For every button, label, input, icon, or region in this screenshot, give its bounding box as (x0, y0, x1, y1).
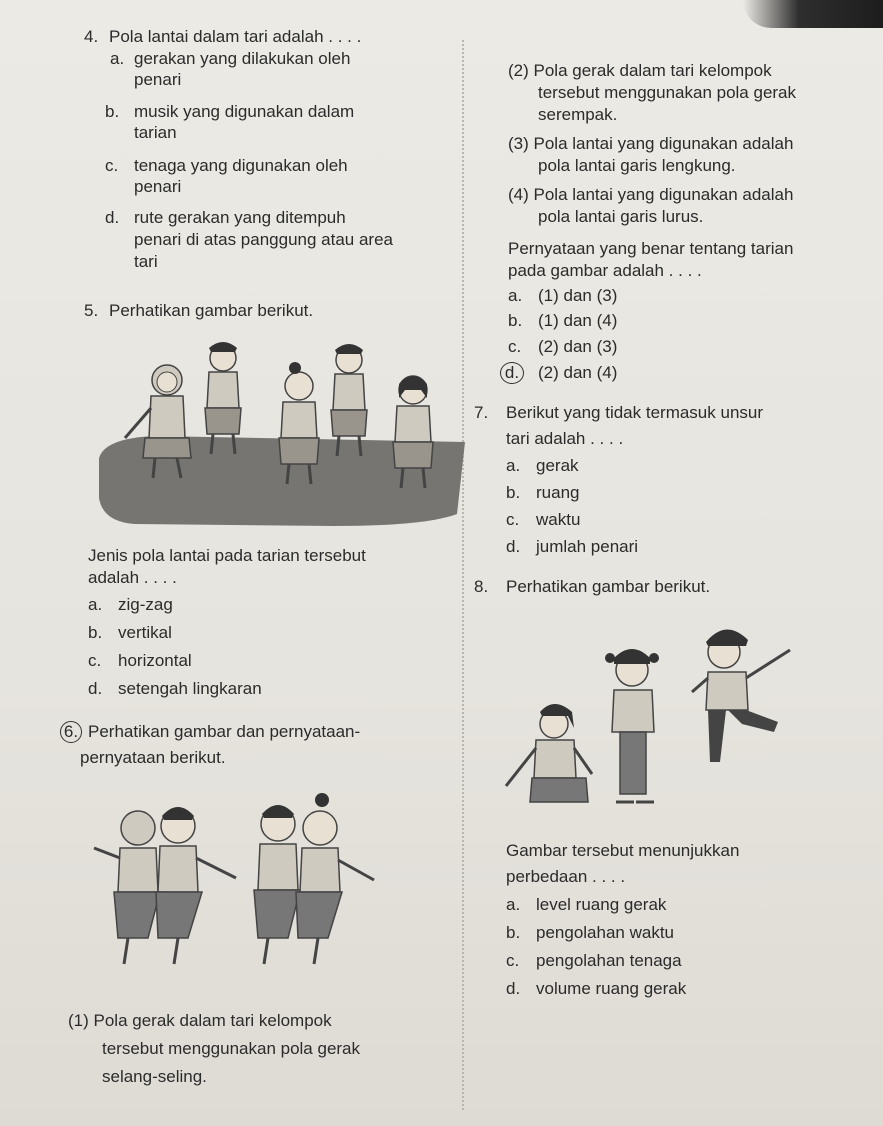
child-high-level (692, 629, 790, 762)
q7-option-c-letter[interactable]: c. (506, 510, 520, 529)
q5-option-a-letter[interactable]: a. (88, 595, 103, 614)
dancer-4 (331, 344, 367, 456)
q7-option-a-letter[interactable]: a. (506, 456, 521, 475)
q8-instruction: Perhatikan gambar berikut. (506, 577, 711, 596)
q4-option-d-text-3[interactable]: tari (134, 252, 158, 271)
q4-option-c-text[interactable]: tenaga yang digunakan oleh (134, 156, 348, 175)
q4-option-b-text[interactable]: musik yang digunakan dalam (134, 102, 355, 121)
q6-question-line1: Pernyataan yang benar tentang tarian (508, 239, 794, 258)
q7-option-d-letter[interactable]: d. (506, 537, 521, 556)
q5-option-a-text[interactable]: zig-zag (118, 595, 173, 614)
q8-option-c-text[interactable]: pengolahan tenaga (536, 951, 682, 970)
q6-statement-2-line2: tersebut menggunakan pola gerak (538, 83, 797, 102)
q8-option-c-letter[interactable]: c. (506, 951, 520, 970)
column-divider (462, 40, 464, 1110)
q7-option-b-letter[interactable]: b. (506, 483, 521, 502)
q5-option-b-letter[interactable]: b. (88, 623, 103, 642)
q4-option-a-letter[interactable]: a. (110, 49, 125, 68)
q4-option-d-text[interactable]: rute gerakan yang ditempuh (134, 208, 346, 227)
q8-question-line2: perbedaan . . . . (506, 867, 626, 886)
q4-option-d-letter[interactable]: d. (105, 208, 120, 227)
q7-option-b-text[interactable]: ruang (536, 483, 580, 502)
q7-question-line2: tari adalah . . . . (506, 429, 624, 448)
q5-dancers-illustration (95, 338, 465, 530)
q6-statement-4-line2: pola lantai garis lurus. (538, 207, 704, 226)
q6-statement-2-line1: (2) Pola gerak dalam tari kelompok (508, 61, 772, 80)
q8-option-b-letter[interactable]: b. (506, 923, 521, 942)
child-low-level (506, 704, 592, 802)
q4-option-d-text-2[interactable]: penari di atas panggung atau area (134, 230, 393, 249)
q5-question-line2: adalah . . . . (88, 568, 177, 587)
child-middle-level (605, 649, 659, 802)
q4-option-b-letter[interactable]: b. (105, 102, 120, 121)
q6-statement-1-line3: selang-seling. (102, 1067, 207, 1086)
q4-question: Pola lantai dalam tari adalah . . . . (109, 27, 362, 46)
q6-option-d-letter[interactable]: d. (504, 362, 524, 384)
dancer-pair-2 (254, 793, 374, 964)
q8-option-a-text[interactable]: level ruang gerak (536, 895, 667, 914)
q4-number: 4. (84, 27, 99, 46)
q4-option-a-text[interactable]: gerakan yang dilakukan oleh (134, 49, 351, 68)
q4-option-c-letter[interactable]: c. (105, 156, 119, 175)
q5-option-c-text[interactable]: horizontal (118, 651, 192, 670)
q8-levels-illustration (496, 612, 816, 812)
q5-option-d-letter[interactable]: d. (88, 679, 103, 698)
q6-statement-3-line2: pola lantai garis lengkung. (538, 156, 736, 175)
q6-question-line2: pada gambar adalah . . . . (508, 261, 702, 280)
q5-number: 5. (84, 301, 99, 320)
q7-option-d-text[interactable]: jumlah penari (536, 537, 639, 556)
q6-dancers-illustration (88, 788, 378, 980)
q7-number: 7. (474, 403, 489, 422)
q6-instruction-line2: pernyataan berikut. (80, 748, 226, 767)
q5-option-b-text[interactable]: vertikal (118, 623, 172, 642)
q7-option-c-text[interactable]: waktu (536, 510, 581, 529)
q5-question-line1: Jenis pola lantai pada tarian tersebut (88, 546, 366, 565)
page-corner-shadow (743, 0, 883, 28)
q4-option-a-text-2[interactable]: penari (134, 70, 182, 89)
q6-option-a-text[interactable]: (1) dan (3) (538, 286, 618, 305)
q6-option-c-letter[interactable]: c. (508, 337, 522, 356)
q8-question-line1: Gambar tersebut menunjukkan (506, 841, 740, 860)
q5-option-d-text[interactable]: setengah lingkaran (118, 679, 262, 698)
q6-statement-4-line1: (4) Pola lantai yang digunakan adalah (508, 185, 794, 204)
q8-option-b-text[interactable]: pengolahan waktu (536, 923, 675, 942)
q6-instruction-line1: Perhatikan gambar dan pernyataan- (88, 722, 361, 741)
q6-option-b-letter[interactable]: b. (508, 311, 523, 330)
q6-statement-1-line1: (1) Pola gerak dalam tari kelompok (68, 1011, 332, 1030)
q5-option-c-letter[interactable]: c. (88, 651, 102, 670)
q8-number: 8. (474, 577, 489, 596)
q6-number: 6. (64, 721, 82, 743)
q6-statement-1-line2: tersebut menggunakan pola gerak (102, 1039, 361, 1058)
q6-statement-2-line3: serempak. (538, 105, 618, 124)
q7-option-a-text[interactable]: gerak (536, 456, 579, 475)
q6-option-d-text[interactable]: (2) dan (4) (538, 363, 618, 382)
q6-option-b-text[interactable]: (1) dan (4) (538, 311, 618, 330)
q8-option-d-letter[interactable]: d. (506, 979, 521, 998)
q6-statement-3-line1: (3) Pola lantai yang digunakan adalah (508, 134, 794, 153)
q6-option-c-text[interactable]: (2) dan (3) (538, 337, 618, 356)
q5-instruction: Perhatikan gambar berikut. (109, 301, 314, 320)
q8-option-d-text[interactable]: volume ruang gerak (536, 979, 687, 998)
q8-option-a-letter[interactable]: a. (506, 895, 521, 914)
dancer-pair-1 (94, 807, 236, 964)
q4-option-b-text-2[interactable]: tarian (134, 123, 177, 142)
q4-option-c-text-2[interactable]: penari (134, 177, 182, 196)
q6-option-a-letter[interactable]: a. (508, 286, 523, 305)
q7-question-line1: Berikut yang tidak termasuk unsur (506, 403, 764, 422)
